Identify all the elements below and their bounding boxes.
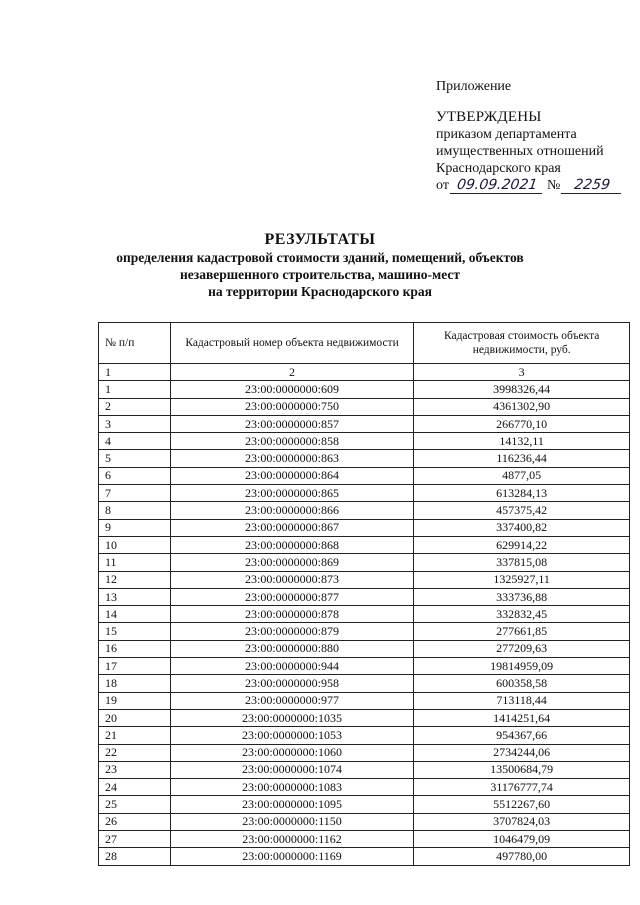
row-number-cell: 4 — [99, 433, 171, 450]
row-number-cell: 1 — [99, 381, 171, 398]
handwritten-date: 09.09.2021 — [450, 178, 544, 194]
table-row — [99, 744, 630, 761]
row-number-cell: 15 — [99, 623, 171, 640]
cadastral-number-cell: 23:00:0000000:868 — [170, 536, 414, 553]
table-row — [99, 450, 630, 467]
heading-line-3: на территории Краснодарского края — [208, 284, 432, 299]
cadastral-value-cell: 3998326,44 — [414, 381, 630, 398]
cadastral-number-cell: 23:00:0000000:1169 — [170, 848, 414, 865]
heading-line-2: незавершенного строительства, машино-мест — [180, 267, 460, 282]
table-row — [99, 848, 630, 865]
cadastral-value-cell: 337815,08 — [414, 554, 630, 571]
cadastral-value-cell: 31176777,74 — [414, 779, 630, 796]
table-row — [99, 606, 630, 623]
header-cadastral-value: Кадастровая стоимость объекта недвижимости, руб. — [414, 323, 630, 364]
cadastral-number-cell: 23:00:0000000:866 — [170, 502, 414, 519]
header-row-number: № п/п — [99, 323, 171, 364]
table-row — [99, 779, 630, 796]
row-number-cell: 26 — [99, 813, 171, 830]
cadastral-number-cell: 23:00:0000000:858 — [170, 433, 414, 450]
row-number-cell: 3 — [99, 415, 171, 432]
column-number-1: 1 — [99, 364, 171, 381]
cadastral-number-cell: 23:00:0000000:1083 — [170, 779, 414, 796]
row-number-cell: 22 — [99, 744, 171, 761]
document-heading — [0, 230, 640, 300]
column-number-row — [99, 364, 630, 381]
header-cadastral-number: Кадастровый номер объекта недвижимости — [170, 323, 414, 364]
cadastral-number-cell: 23:00:0000000:867 — [170, 519, 414, 536]
cadastral-value-cell: 277661,85 — [414, 623, 630, 640]
date-prefix: от — [436, 178, 449, 193]
cadastral-number-cell: 23:00:0000000:879 — [170, 623, 414, 640]
cadastral-number-cell: 23:00:0000000:865 — [170, 485, 414, 502]
cadastral-value-cell: 1046479,09 — [414, 831, 630, 848]
cadastral-number-cell: 23:00:0000000:1060 — [170, 744, 414, 761]
cadastral-number-cell: 23:00:0000000:1095 — [170, 796, 414, 813]
table-row — [99, 640, 630, 657]
row-number-cell: 23 — [99, 761, 171, 778]
row-number-cell: 21 — [99, 727, 171, 744]
cadastral-number-cell: 23:00:0000000:1074 — [170, 761, 414, 778]
cadastral-value-cell: 600358,58 — [414, 675, 630, 692]
approval-line-1: приказом департамента — [436, 127, 577, 142]
table-row — [99, 398, 630, 415]
row-number-cell: 6 — [99, 467, 171, 484]
table-row — [99, 571, 630, 588]
cadastral-number-cell: 23:00:0000000:944 — [170, 658, 414, 675]
table-row — [99, 831, 630, 848]
table-row — [99, 692, 630, 709]
row-number-cell: 5 — [99, 450, 171, 467]
row-number-cell: 11 — [99, 554, 171, 571]
cadastral-number-cell: 23:00:0000000:857 — [170, 415, 414, 432]
row-number-cell: 2 — [99, 398, 171, 415]
row-number-cell: 14 — [99, 606, 171, 623]
row-number-cell: 17 — [99, 658, 171, 675]
table-row — [99, 709, 630, 726]
cadastral-value-cell: 497780,00 — [414, 848, 630, 865]
cadastral-number-cell: 23:00:0000000:977 — [170, 692, 414, 709]
cadastral-value-cell: 116236,44 — [414, 450, 630, 467]
table-row — [99, 761, 630, 778]
table-row — [99, 623, 630, 640]
table-header-row — [99, 323, 630, 364]
cadastral-value-cell: 266770,10 — [414, 415, 630, 432]
table-row — [99, 727, 630, 744]
approved-label: УТВЕРЖДЕНЫ — [436, 109, 542, 125]
heading-line-1: определения кадастровой стоимости зданий, помещений, объектов — [116, 250, 524, 265]
row-number-cell: 13 — [99, 588, 171, 605]
cadastral-value-table — [98, 322, 630, 866]
row-number-cell: 12 — [99, 571, 171, 588]
cadastral-value-cell: 1414251,64 — [414, 709, 630, 726]
approval-stamp — [436, 78, 636, 194]
table-row — [99, 467, 630, 484]
cadastral-value-cell: 14132,11 — [414, 433, 630, 450]
row-number-cell: 18 — [99, 675, 171, 692]
cadastral-number-cell: 23:00:0000000:863 — [170, 450, 414, 467]
row-number-cell: 28 — [99, 848, 171, 865]
row-number-cell: 7 — [99, 485, 171, 502]
row-number-cell: 24 — [99, 779, 171, 796]
order-date-line — [436, 177, 636, 194]
table-row — [99, 813, 630, 830]
cadastral-value-cell: 337400,82 — [414, 519, 630, 536]
table-row — [99, 554, 630, 571]
row-number-cell: 10 — [99, 536, 171, 553]
cadastral-number-cell: 23:00:0000000:1162 — [170, 831, 414, 848]
table-row — [99, 658, 630, 675]
appendix-label: Приложение — [436, 79, 512, 94]
cadastral-value-cell: 954367,66 — [414, 727, 630, 744]
number-sign: № — [546, 178, 561, 193]
table-row — [99, 588, 630, 605]
row-number-cell: 19 — [99, 692, 171, 709]
table-row — [99, 536, 630, 553]
cadastral-value-cell: 713118,44 — [414, 692, 630, 709]
cadastral-number-cell: 23:00:0000000:958 — [170, 675, 414, 692]
row-number-cell: 20 — [99, 709, 171, 726]
approval-line-2: имущественных отношений — [436, 144, 604, 159]
table-row — [99, 675, 630, 692]
cadastral-number-cell: 23:00:0000000:1053 — [170, 727, 414, 744]
row-number-cell: 8 — [99, 502, 171, 519]
cadastral-value-cell: 4877,05 — [414, 467, 630, 484]
table-row — [99, 415, 630, 432]
cadastral-number-cell: 23:00:0000000:1035 — [170, 709, 414, 726]
row-number-cell: 16 — [99, 640, 171, 657]
document-title: РЕЗУЛЬТАТЫ — [264, 231, 376, 248]
approval-line-3: Краснодарского края — [436, 161, 561, 176]
cadastral-value-cell: 5512267,60 — [414, 796, 630, 813]
cadastral-number-cell: 23:00:0000000:864 — [170, 467, 414, 484]
cadastral-value-cell: 277209,63 — [414, 640, 630, 657]
cadastral-value-cell: 19814959,09 — [414, 658, 630, 675]
cadastral-value-cell: 13500684,79 — [414, 761, 630, 778]
cadastral-number-cell: 23:00:0000000:880 — [170, 640, 414, 657]
row-number-cell: 27 — [99, 831, 171, 848]
table-row — [99, 519, 630, 536]
cadastral-value-cell: 629914,22 — [414, 536, 630, 553]
row-number-cell: 25 — [99, 796, 171, 813]
cadastral-number-cell: 23:00:0000000:878 — [170, 606, 414, 623]
cadastral-value-cell: 2734244,06 — [414, 744, 630, 761]
cadastral-value-cell: 333736,88 — [414, 588, 630, 605]
cadastral-number-cell: 23:00:0000000:609 — [170, 381, 414, 398]
cadastral-value-cell: 613284,13 — [414, 485, 630, 502]
cadastral-value-cell: 457375,42 — [414, 502, 630, 519]
handwritten-order-number: 2259 — [561, 178, 623, 194]
cadastral-value-cell: 3707824,03 — [414, 813, 630, 830]
table-row — [99, 502, 630, 519]
table-row — [99, 433, 630, 450]
cadastral-value-cell: 4361302,90 — [414, 398, 630, 415]
column-number-3: 3 — [414, 364, 630, 381]
table-row — [99, 796, 630, 813]
cadastral-number-cell: 23:00:0000000:1150 — [170, 813, 414, 830]
table-row — [99, 485, 630, 502]
cadastral-value-cell: 1325927,11 — [414, 571, 630, 588]
cadastral-number-cell: 23:00:0000000:750 — [170, 398, 414, 415]
column-number-2: 2 — [170, 364, 414, 381]
cadastral-number-cell: 23:00:0000000:869 — [170, 554, 414, 571]
cadastral-number-cell: 23:00:0000000:877 — [170, 588, 414, 605]
cadastral-value-cell: 332832,45 — [414, 606, 630, 623]
row-number-cell: 9 — [99, 519, 171, 536]
table-row — [99, 381, 630, 398]
cadastral-number-cell: 23:00:0000000:873 — [170, 571, 414, 588]
